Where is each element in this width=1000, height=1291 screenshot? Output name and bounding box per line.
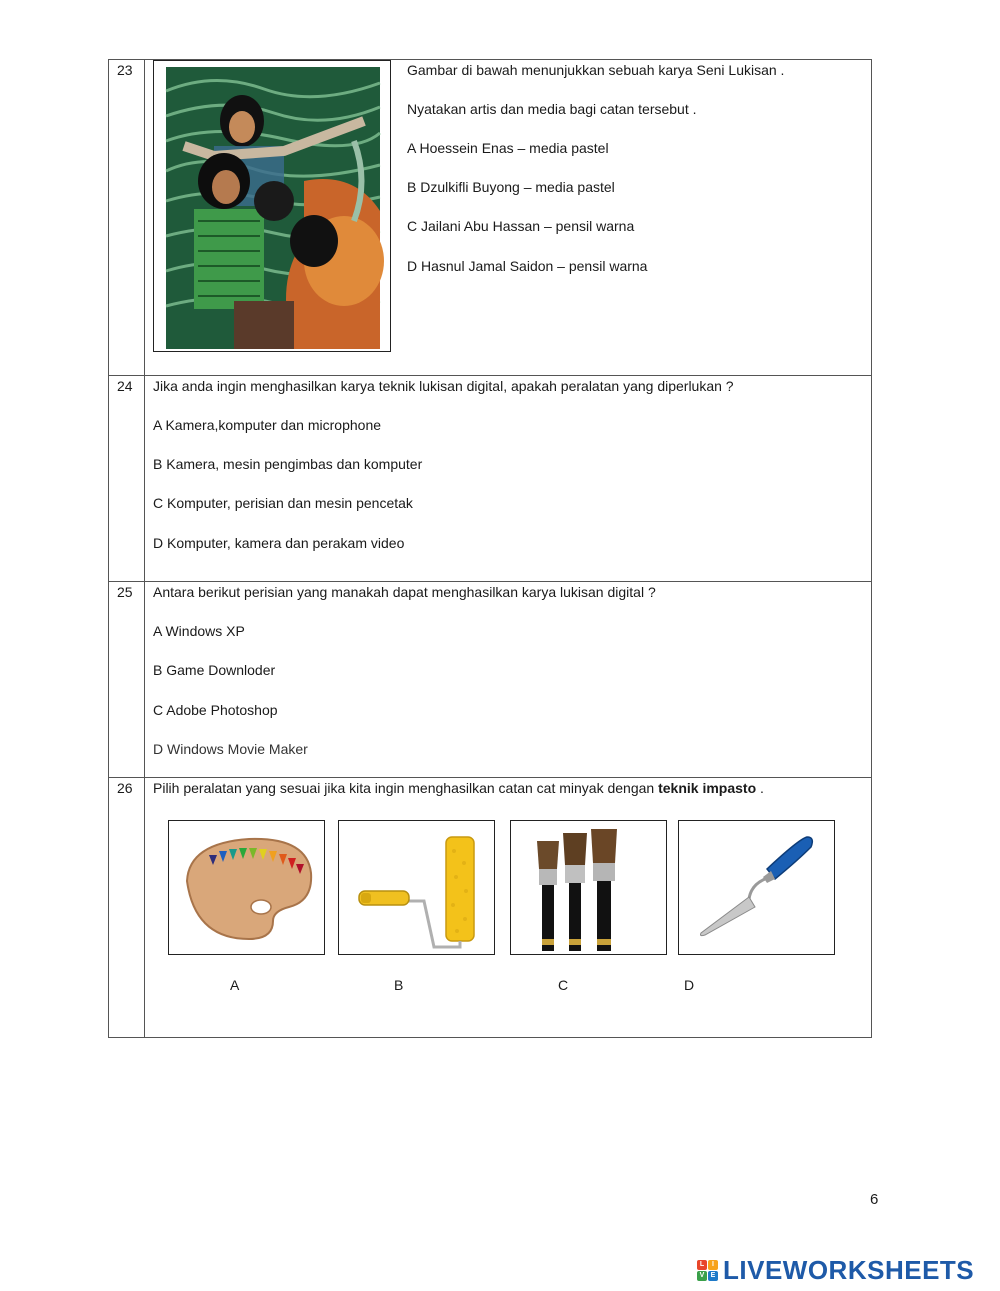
question-26-stem-suffix: . — [756, 780, 764, 796]
question-23-instruction: Nyatakan artis dan media bagi catan tersebut . — [407, 101, 697, 117]
liveworksheets-logo[interactable] — [697, 1255, 974, 1286]
painting-image-art — [154, 61, 390, 351]
row-divider-25 — [108, 581, 872, 582]
liveworksheets-logo-text: LIVEWORKSHEETS — [723, 1255, 975, 1285]
row-divider-24 — [108, 375, 872, 376]
option-a-label: A — [230, 977, 240, 993]
table-border-bottom — [108, 1037, 872, 1038]
option-b-image[interactable] — [338, 820, 495, 955]
question-number: 24 — [117, 378, 133, 394]
question-24-option-a[interactable]: A Kamera,komputer dan microphone — [153, 417, 382, 433]
option-d-image[interactable] — [678, 820, 835, 955]
question-24-stem: Jika anda ingin menghasilkan karya teknik lukisan digital, apakah peralatan yang diperlukan ? — [153, 378, 734, 394]
option-b-label: B — [394, 977, 404, 993]
page-number: 6 — [870, 1191, 879, 1208]
palette-icon — [169, 821, 324, 954]
brushes-icon — [511, 821, 666, 954]
paint-roller-icon — [339, 821, 494, 954]
question-25-option-d[interactable]: D Windows Movie Maker — [153, 741, 308, 757]
option-d-label: D — [684, 977, 695, 993]
question-23-option-d[interactable]: D Hasnul Jamal Saidon – pensil warna — [407, 258, 648, 274]
option-c-label: C — [558, 977, 569, 993]
question-number: 25 — [117, 584, 133, 600]
question-23-option-a[interactable]: A Hoessein Enas – media pastel — [407, 140, 609, 156]
option-c-image[interactable] — [510, 820, 667, 955]
question-25-stem: Antara berikut perisian yang manakah dapat menghasilkan karya lukisan digital ? — [153, 584, 656, 600]
table-border-right — [871, 59, 872, 1038]
option-a-image[interactable] — [168, 820, 325, 955]
question-23-option-b[interactable]: B Dzulkifli Buyong – media pastel — [407, 179, 615, 195]
question-24-option-c[interactable]: C Komputer, perisian dan mesin pencetak — [153, 495, 413, 511]
question-24-option-b[interactable]: B Kamera, mesin pengimbas dan komputer — [153, 456, 423, 472]
table-column-divider — [144, 59, 145, 1038]
liveworksheets-logo-icon: L I V E — [697, 1260, 719, 1282]
question-26-stem — [153, 779, 764, 797]
row-divider-26 — [108, 777, 872, 778]
question-23-stem: Gambar di bawah menunjukkan sebuah karya Seni Lukisan . — [407, 62, 785, 78]
table-border-left — [108, 59, 109, 1038]
question-25-option-c[interactable]: C Adobe Photoshop — [153, 702, 278, 718]
question-number: 26 — [117, 780, 133, 796]
palette-knife-icon — [679, 821, 834, 954]
question-number: 23 — [117, 62, 133, 78]
painting-image — [153, 60, 391, 352]
question-25-option-b[interactable]: B Game Downloder — [153, 662, 276, 678]
question-23-option-c[interactable]: C Jailani Abu Hassan – pensil warna — [407, 218, 635, 234]
question-26-stem-prefix: Pilih peralatan yang sesuai jika kita ingin menghasilkan catan cat minyak dengan — [153, 780, 659, 796]
question-25-option-a[interactable]: A Windows XP — [153, 623, 245, 639]
question-26-stem-bold: teknik impasto — [658, 780, 757, 796]
question-24-option-d[interactable]: D Komputer, kamera dan perakam video — [153, 535, 405, 551]
